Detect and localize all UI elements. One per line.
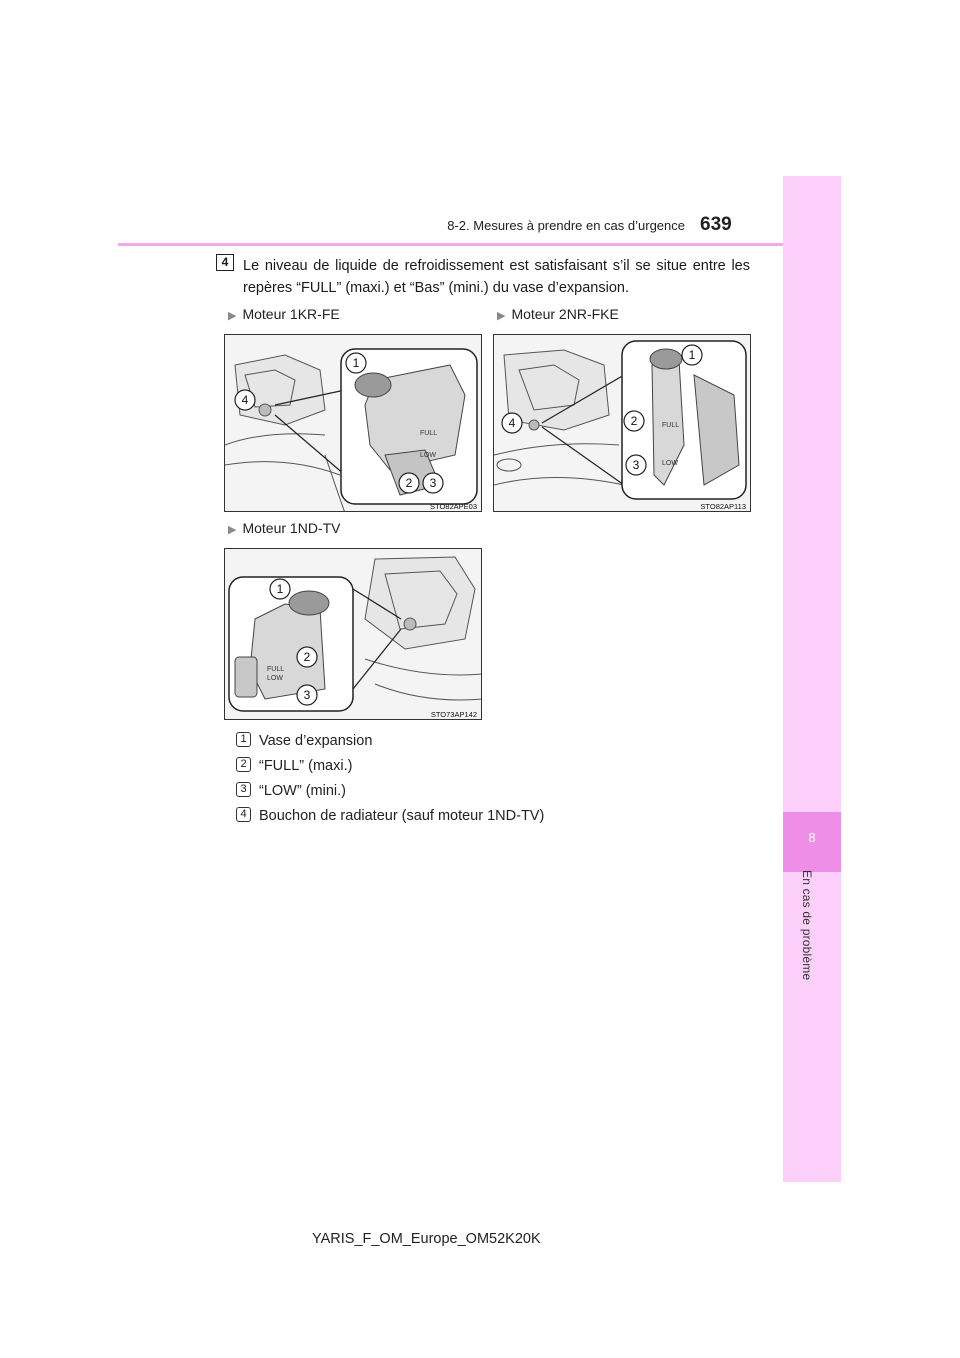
callout-1: 1 [276, 582, 284, 596]
callout-3: 3 [429, 476, 437, 490]
low-mark: LOW [420, 452, 436, 459]
legend-text: Vase d’expansion [259, 733, 373, 749]
engine-illustration-1nd [224, 548, 482, 720]
legend-number: 1 [236, 732, 251, 747]
figure-code: STO82AP113 [700, 502, 746, 511]
engine-illustration-2nr [493, 334, 751, 512]
chapter-label: En cas de problème [800, 870, 814, 981]
step-number: 4 [216, 254, 234, 271]
section-title: 8-2. Mesures à prendre en cas d’urgence [447, 218, 685, 233]
full-mark: FULL [420, 430, 438, 437]
engine-illustration-1kr [224, 334, 482, 512]
legend-text: “LOW” (mini.) [259, 783, 346, 799]
header-divider [118, 243, 840, 246]
full-mark: FULL [267, 666, 285, 673]
chapter-side-tab [783, 176, 841, 1182]
step-text: Le niveau de liquide de refroidissement est satisfaisant s’il se situe entre les repères “FULL” (maxi.) et “Bas” (mini.) du vase d’expansion. [243, 258, 750, 296]
figure-code: STO82APE03 [430, 502, 477, 511]
callout-3: 3 [303, 688, 311, 702]
figure-label-2nr: ▶ Moteur 2NR-FKE [497, 306, 619, 322]
legend-number: 2 [236, 757, 251, 772]
low-mark: LOW [267, 675, 283, 682]
legend-text: Bouchon de radiateur (sauf moteur 1ND-TV) [259, 808, 545, 824]
triangle-bullet-icon: ▶ [497, 310, 506, 322]
triangle-bullet-icon: ▶ [228, 310, 237, 322]
engine-bay-drawing [225, 335, 482, 512]
figure-label-1kr: ▶ Moteur 1KR-FE [228, 306, 340, 322]
legend-number: 4 [236, 807, 251, 822]
engine-bay-drawing [225, 549, 482, 720]
figure-code: STO73AP142 [430, 710, 477, 719]
callout-4: 4 [508, 416, 516, 430]
full-mark: FULL [662, 422, 680, 429]
low-mark: LOW [662, 460, 678, 467]
figure-label-1nd: ▶ Moteur 1ND-TV [228, 520, 341, 536]
triangle-bullet-icon: ▶ [228, 524, 237, 536]
legend-number: 3 [236, 782, 251, 797]
callout-1: 1 [352, 356, 360, 370]
chapter-number: 8 [808, 830, 816, 845]
callout-3: 3 [632, 458, 640, 472]
callout-1: 1 [688, 348, 696, 362]
legend-text: “FULL” (maxi.) [259, 758, 353, 774]
callout-2: 2 [303, 650, 311, 664]
callout-4: 4 [241, 393, 249, 407]
callout-2: 2 [630, 414, 638, 428]
document-code: YARIS_F_OM_Europe_OM52K20K [312, 1231, 541, 1247]
page-number: 639 [700, 214, 732, 235]
engine-bay-drawing [494, 335, 751, 512]
callout-2: 2 [405, 476, 413, 490]
